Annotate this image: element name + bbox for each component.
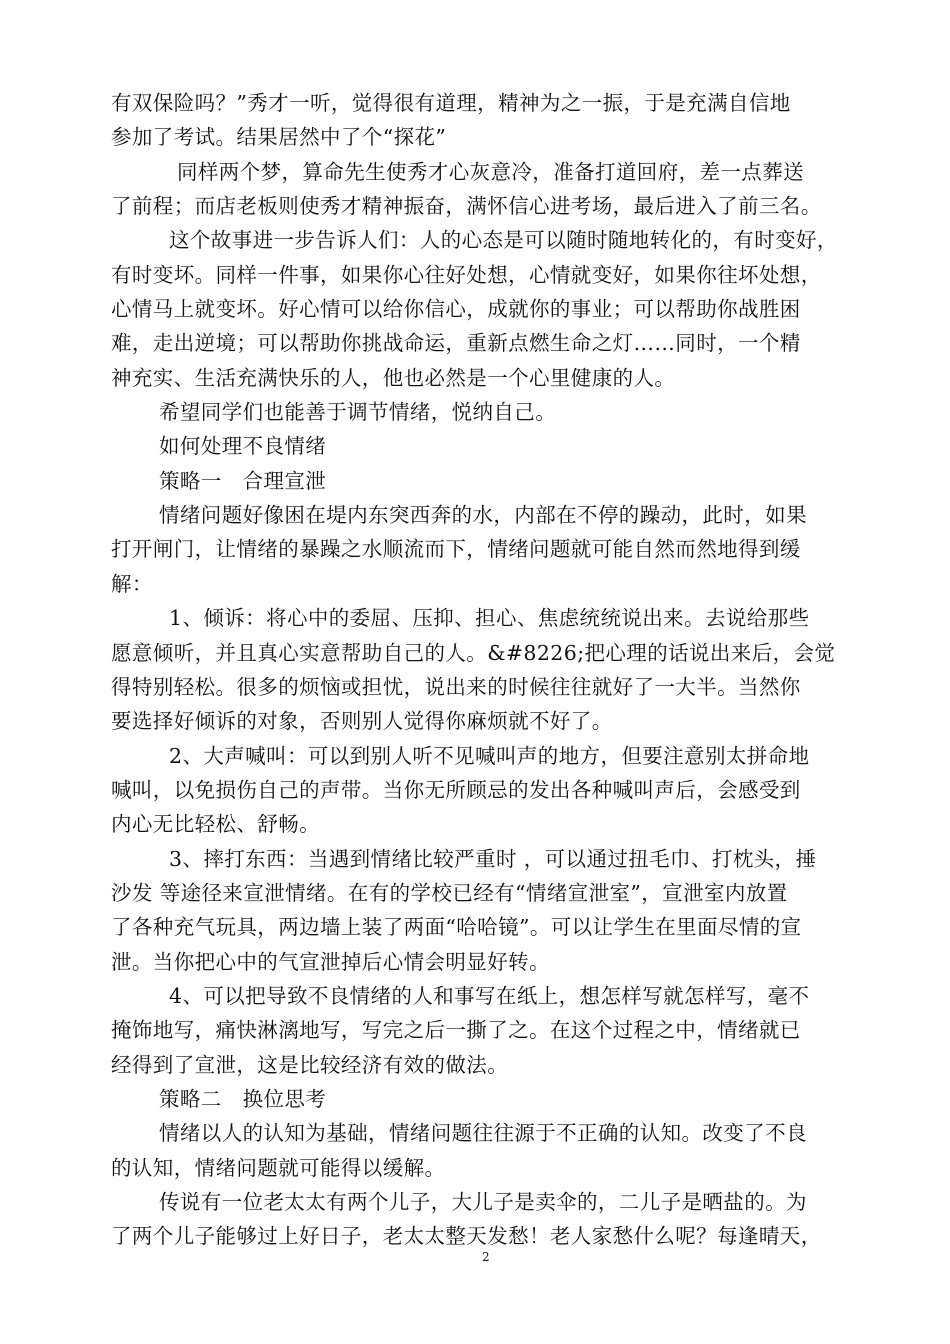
text-line: 内心无比轻松、舒畅。 bbox=[111, 812, 320, 837]
text-line: 同样两个梦，算命先生使秀才心灰意冷，准备打道回府，差一点葬送 bbox=[177, 159, 804, 184]
text-line: 泄。当你把心中的气宣泄掉后心情会明显好转。 bbox=[111, 949, 550, 974]
text-line: 的认知，情绪问题就可能得以缓解。 bbox=[111, 1155, 446, 1180]
text-line: 难，走出逆境；可以帮助你挑战命运，重新点燃生命之灯……同时，一个精 bbox=[111, 331, 801, 356]
list-item-text: 3、摔打东西：当遇到情绪比较严重时 ，可以通过扭毛巾、打枕头，捶 bbox=[169, 846, 817, 871]
text-line: 打开闸门，让情绪的暴躁之水顺流而下，情绪问题就可能自然而然地得到缓 bbox=[111, 537, 801, 562]
text-line: 情绪以人的认知为基础，情绪问题往往源于不正确的认知。改变了不良 bbox=[159, 1121, 807, 1146]
text-line: 经得到了宣泄，这是比较经济有效的做法。 bbox=[111, 1052, 509, 1077]
section-heading: 如何处理不良情绪 bbox=[159, 434, 327, 459]
text-line: 喊叫，以免损伤自己的声带。当你无所顾忌的发出各种喊叫声后，会感受到 bbox=[111, 777, 801, 802]
document-text bbox=[111, 86, 851, 1254]
list-item-text: 2、大声喊叫：可以到别人听不见喊叫声的地方，但要注意别太拼命地 bbox=[169, 743, 810, 768]
strategy-heading: 策略一 合理宣泄 bbox=[159, 468, 327, 493]
text-line: 要选择好倾诉的对象，否则别人觉得你麻烦就不好了。 bbox=[111, 709, 613, 734]
text-line: 有时变坏。同样一件事，如果你心往好处想，心情就变好，如果你往坏处想， bbox=[111, 262, 822, 287]
text-line: 了两个儿子能够过上好日子，老太太整天发愁！老人家愁什么呢？每逢晴天， bbox=[111, 1224, 822, 1249]
text-line: 沙发 等途径来宣泄情绪。在有的学校已经有“情绪宣泄室”，宣泄室内放置 bbox=[111, 880, 788, 905]
text-line: 了前程；而店老板则使秀才精神振奋，满怀信心进考场，最后进入了前三名。 bbox=[111, 194, 822, 219]
text-line: 掩饰地写，痛快淋漓地写，写完之后一撕了之。在这个过程之中，情绪就已 bbox=[111, 1018, 801, 1043]
text-line: 解： bbox=[111, 571, 153, 596]
text-line: 参加了考试。结果居然中了个“探花” bbox=[111, 125, 447, 150]
text-line: 愿意倾听，并且真心实意帮助自己的人。&#8226;把心理的话说出来后，会觉 bbox=[111, 640, 836, 665]
text-line: 传说有一位老太太有两个儿子，大儿子是卖伞的，二儿子是晒盐的。为 bbox=[159, 1190, 807, 1214]
page-number: 2 bbox=[482, 1250, 490, 1264]
text-line: 情绪问题好像困在堤内东突西奔的水，内部在不停的躁动，此时，如果 bbox=[159, 503, 807, 528]
text-line: 心情马上就变坏。好心情可以给你信心，成就你的事业；可以帮助你战胜困 bbox=[111, 297, 801, 322]
text-line: 希望同学们也能善于调节情绪，悦纳自己。 bbox=[159, 400, 557, 425]
list-item-text: 1、倾诉：将心中的委屈、压抑、担心、焦虑统统说出来。去说给那些 bbox=[169, 606, 810, 631]
text-line: 这个故事进一步告诉人们：人的心态是可以随时随地转化的，有时变好， bbox=[169, 228, 838, 253]
list-item-text: 4、可以把导致不良情绪的人和事写在纸上，想怎样写就怎样写，毫不 bbox=[169, 983, 810, 1008]
strategy-heading: 策略二 换位思考 bbox=[159, 1086, 327, 1111]
text-line: 得特别轻松。很多的烦恼或担忧，说出来的时候往往就好了一大半。当然你 bbox=[111, 674, 801, 699]
text-line: 了各种充气玩具，两边墙上装了两面“哈哈镜”。可以让学生在里面尽情的宣 bbox=[111, 915, 802, 940]
text-line: 有双保险吗？”秀才一听，觉得很有道理，精神为之一振，于是充满自信地 bbox=[111, 91, 791, 115]
text-line: 神充实、生活充满快乐的人，他也必然是一个心里健康的人。 bbox=[111, 365, 676, 390]
